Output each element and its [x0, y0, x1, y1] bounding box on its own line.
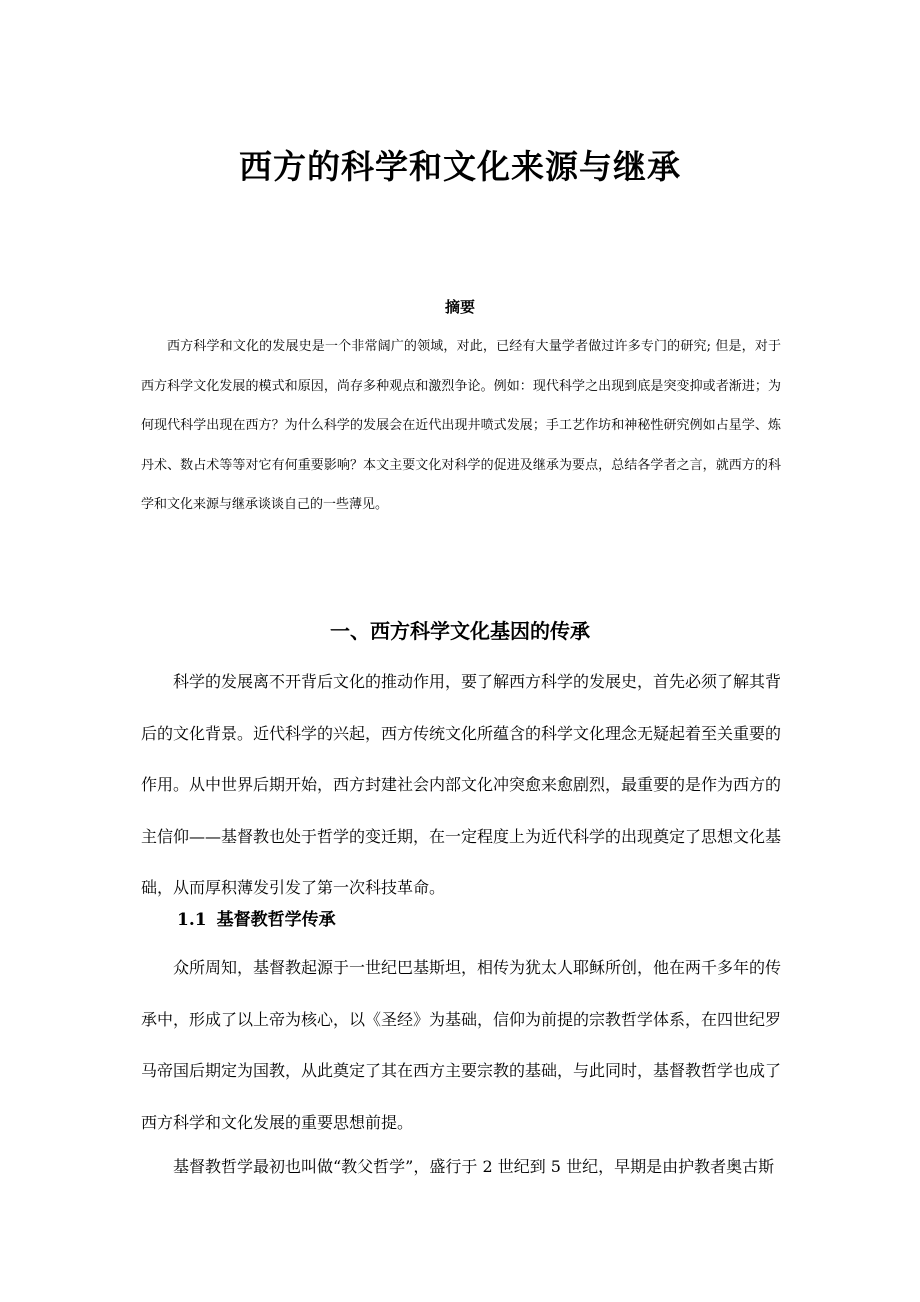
section-paragraph: 科学的发展离不开背后文化的推动作用，要了解西方科学的发展史，首先必须了解其背后的文化背景。近代科学的兴起，西方传统文化所蕴含的科学文化理念无疑起着至关重要的作用。从中世界后期开始，西方封建社会内部文化冲突愈来愈剧烈，最重要的是作为西方的主信仰——基督教也处于哲学的变迁期，在一定程度上为近代科学的出现奠定了思想文化基础，从而厚积薄发引发了第一次科技革命。	[141, 672, 782, 897]
subsection-paragraph-1: 众所周知，基督教起源于一世纪巴基斯坦，相传为犹太人耶稣所创，他在两千多年的传承中，形成了以上帝为核心，以《圣经》为基础，信仰为前提的宗教哲学体系，在四世纪罗马帝国后期定为国教，从此奠定了其在西方主要宗教的基础，与此同时，基督教哲学也成了西方科学和文化发展的重要思想前提。	[141, 958, 782, 1132]
subsection-heading	[177, 905, 336, 935]
abstract-body: 西方科学和文化的发展史是一个非常阔广的领域，对此，已经有大量学者做过许多专门的研究; 但是，对于西方科学文化发展的模式和原因，尚存多种观点和激烈争论。例如：现代科学之出现到底是突变抑或者渐进；为何现代科学出现在西方？为什么科学的发展会在近代出现井喷式发展；手工艺作坊和神秘性研究例如占星学、炼丹术、数占术等等对它有何重要影响？本文主要文化对科学的促进及继承为要点，总结各学者之言，就西方的科学和文化来源与继承谈谈自己的一些薄见。	[141, 339, 781, 512]
section-heading: 一、西方科学文化基因的传承	[330, 619, 590, 643]
document-title: 西方的科学和文化来源与继承	[239, 147, 681, 186]
subsection-paragraph-2: 基督教哲学最初也叫做“教父哲学”，盛行于 2 世纪到 5 世纪，早期是由护教者奥古斯	[173, 1157, 775, 1176]
subsection-title: 基督教哲学传承	[216, 910, 336, 930]
abstract-heading: 摘要	[444, 298, 475, 316]
subsection-number: 1.1	[177, 910, 207, 930]
